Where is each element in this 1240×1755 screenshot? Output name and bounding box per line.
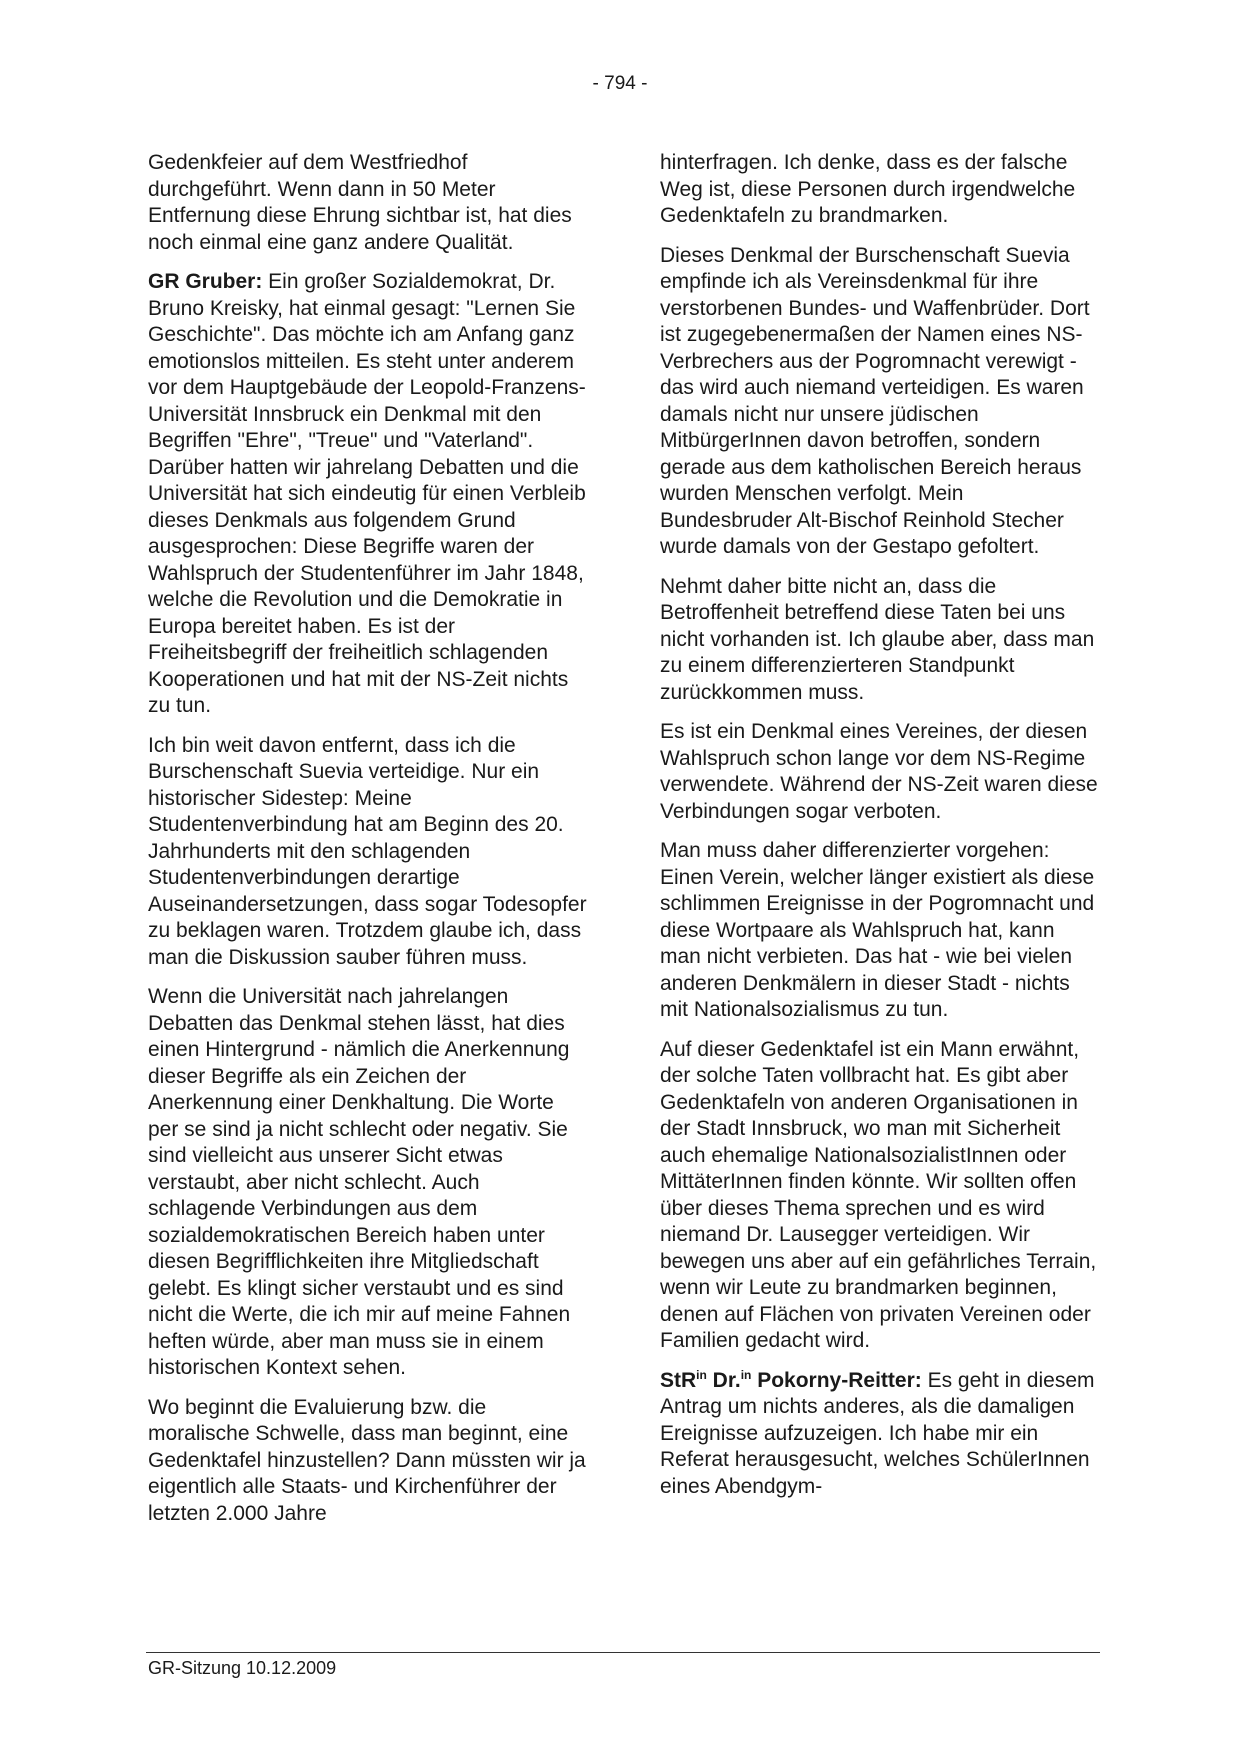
speaker-degree: Dr. — [706, 1368, 741, 1392]
paragraph: Man muss daher differenzierter vorgehen: Einen Verein, welcher länger existiert als diese schlimmen Ereignisse in der Pogromnacht und diese Wortpaare als Wahlspruch hat, kann man nicht verbieten. Das hat - wie bei vielen anderen Denkmälern in dieser Stadt - nichts mit Nationalsozialismus zu tun. — [660, 839, 1095, 1021]
speaker-name — [660, 1369, 922, 1392]
paragraph: Auf dieser Gedenktafel ist ein Mann erwähnt, der solche Taten vollbracht hat. Es gibt aber Gedenktafeln von anderen Organisationen in der Stadt Innsbruck, wo man mit Sicherheit auch ehemalige NationalsozialistInnen oder MittäterInnen finden könnte. Wir sollten offen über dieses Thema sprechen und es wird niemand Dr. Lausegger verteidigen. Wir bewegen uns aber auf ein gefährliches Terrain, wenn wir Leute zu brandmarken beginnen, denen auf Flächen von privaten Vereinen oder Familien gedacht wird. — [660, 1037, 1097, 1352]
paragraph: Nehmt daher bitte nicht an, dass die Betroffenheit betreffend diese Taten bei uns nicht vorhanden ist. Ich glaube aber, dass man zu einem differenzierteren Standpunkt zurückkommen muss. — [660, 574, 1095, 704]
paragraph: Ich bin weit davon entfernt, dass ich die Burschenschaft Suevia verteidige. Nur ein historischer Sidestep: Meine Studentenverbindung hat am Beginn des 20. Jahrhunderts mit den schlagenden Studentenverbindungen derartige Auseinandersetzungen, dass sogar Todesopfer zu beklagen waren. Trotzdem glaube ich, dass man die Diskussion sauber führen muss. — [148, 733, 587, 969]
paragraph: Es ist ein Denkmal eines Vereines, der diesen Wahlspruch schon lange vor dem NS-Regime verwendete. Während der NS-Zeit waren diese Verbindungen sogar verboten. — [660, 720, 1098, 823]
left-column — [148, 150, 588, 1540]
speaker-name: GR Gruber: — [148, 270, 263, 293]
paragraph — [148, 269, 588, 720]
speaker-surname: Pokorny-Reitter: — [751, 1368, 922, 1392]
speech-text: Ein großer Sozialdemokrat, Dr. Bruno Kreisky, hat einmal gesagt: "Lernen Sie Geschichte". Das möchte ich am Anfang ganz emotionslos mitteilen. Es steht unter anderem vor dem Hauptgebäude der Leopold-Franzens-Universität Innsbruck ein Denkmal mit den Begriffen "Ehre", "Treue" und "Vaterland". Darüber hatten wir jahrelang Debatten und die Universität hat sich eindeutig für einen Verbleib dieses Denkmals aus folgendem Grund ausgesprochen: Diese Begriffe waren der Wahlspruch der Studentenführer im Jahr 1848, welche die Revolution und die Demokratie in Europa bereitet haben. Es ist der Freiheitsbegriff der freiheitlich schlagenden Kooperationen und hat mit der NS-Zeit nichts zu tun. — [148, 270, 586, 717]
speaker-degree-suffix: in — [740, 1367, 752, 1382]
speaker-title-suffix: in — [696, 1367, 707, 1382]
right-column — [660, 150, 1100, 1513]
speaker-title: StR — [660, 1368, 697, 1392]
footer-session-label: GR-Sitzung 10.12.2009 — [148, 1658, 337, 1678]
footer-divider — [146, 1652, 1100, 1653]
paragraph: Dieses Denkmal der Burschenschaft Suevia empfinde ich als Vereinsdenkmal für ihre verstorbenen Bundes- und Waffenbrüder. Dort ist zugegebenermaßen der Namen eines NS-Verbrechers aus der Pogromnacht verewigt - das wird auch niemand verteidigen. Es waren damals nicht nur unsere jüdischen MitbürgerInnen davon betroffen, sondern gerade aus dem katholischen Bereich heraus wurden Menschen verfolgt. Mein Bundesbruder Alt-Bischof Reinhold Stecher wurde damals von der Gestapo gefoltert. — [660, 243, 1090, 558]
paragraph — [660, 1368, 1100, 1501]
paragraph: Gedenkfeier auf dem Westfriedhof durchgeführt. Wenn dann in 50 Meter Entfernung diese Ehrung sichtbar ist, hat dies noch einmal eine ganz andere Qualität. — [148, 151, 572, 254]
page-number: - 794 - — [592, 73, 648, 94]
paragraph: hinterfragen. Ich denke, dass es der falsche Weg ist, diese Personen durch irgendwelche Gedenktafeln zu brandmarken. — [660, 151, 1076, 227]
speech-text: Es geht in diesem Antrag um nichts anderes, als die damaligen Ereignisse aufzuzeigen. Ich habe mir ein Referat herausgesucht, welches SchülerInnen eines Abendgym- — [660, 1368, 1095, 1498]
paragraph: Wenn die Universität nach jahrelangen Debatten das Denkmal stehen lässt, hat dies einen Hintergrund - nämlich die Anerkennung dieser Begriffe als ein Zeichen der Anerkennung einer Denkhaltung. Die Worte per se sind ja nicht schlecht oder negativ. Sie sind vielleicht aus unserer Sicht etwas verstaubt, aber nicht schlecht. Auch schlagende Verbindungen aus dem sozialdemokratischen Bereich haben unter diesen Begrifflichkeiten ihre Mitgliedschaft gelebt. Es klingt sicher verstaubt und es sind nicht die Werte, die ich mir auf meine Fahnen heften würde, aber man muss sie in einem historischen Kontext sehen. — [148, 985, 571, 1379]
paragraph: Wo beginnt die Evaluierung bzw. die moralische Schwelle, dass man beginnt, eine Gedenktafel hinzustellen? Dann müssten wir ja eigentlich alle Staats- und Kirchenführer der letzten 2.000 Jahre — [148, 1395, 586, 1525]
